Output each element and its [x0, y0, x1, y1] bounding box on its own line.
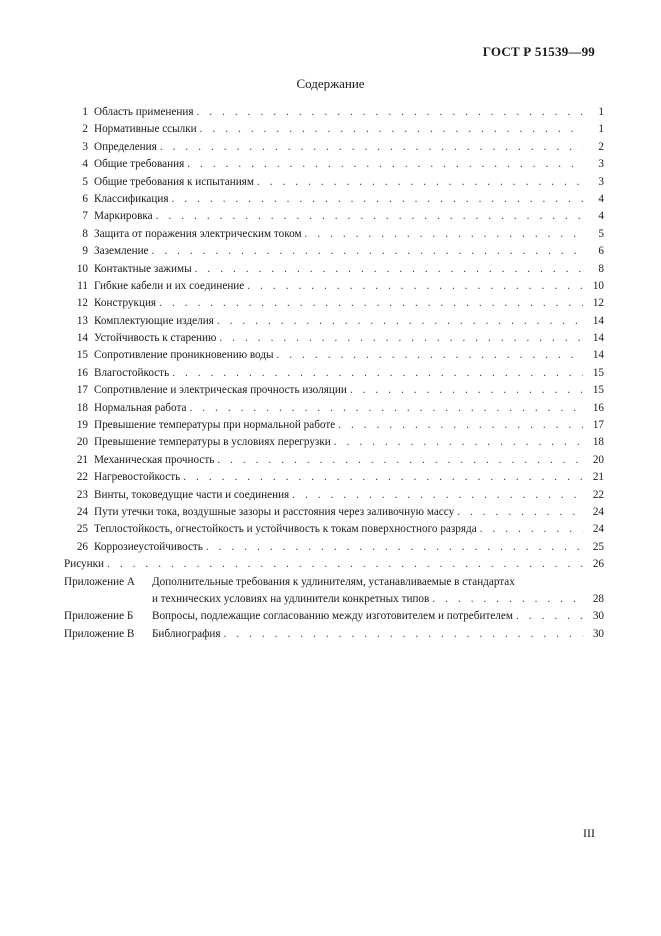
toc-item[interactable]	[64, 243, 604, 260]
toc-item-page: 24	[592, 505, 604, 518]
dot-leader	[277, 347, 583, 364]
toc-item-label: Заземление	[94, 245, 149, 258]
toc-item-number: 21	[76, 453, 88, 466]
toc-item-number: 17	[76, 384, 88, 397]
toc-item[interactable]	[64, 295, 604, 312]
toc-item[interactable]	[64, 191, 604, 208]
toc-item-label: Устойчивость к старению	[94, 332, 217, 345]
toc-item-page: 12	[592, 297, 604, 310]
toc-item-page: 20	[592, 453, 604, 466]
toc-item-page: 10	[592, 279, 604, 292]
dot-leader	[432, 591, 583, 608]
dot-leader	[172, 191, 583, 208]
toc-item[interactable]	[64, 226, 604, 243]
toc-item[interactable]	[64, 121, 604, 138]
toc-item[interactable]	[64, 174, 604, 191]
toc-item-label: Сопротивление и электрическая прочность изоляции	[94, 384, 347, 397]
toc-item-number: 6	[82, 192, 88, 205]
dot-leader	[334, 434, 583, 451]
toc-item-page: 26	[592, 558, 604, 571]
toc-item-page: 30	[592, 627, 604, 640]
toc-item-page: 6	[598, 245, 604, 258]
toc-item[interactable]	[64, 208, 604, 225]
toc-item-number: 25	[76, 523, 88, 536]
dot-leader	[480, 521, 583, 538]
toc-item-number: 9	[82, 245, 88, 258]
toc-item-label: Область применения	[94, 106, 194, 118]
dot-leader	[206, 539, 583, 556]
toc-item-number: 15	[76, 349, 88, 362]
toc-item-label: Превышение температуры при нормальной работе	[94, 419, 336, 432]
toc-item-number: 5	[82, 175, 88, 188]
toc-item-label: Конструкция	[94, 297, 157, 310]
toc-item-page: 5	[598, 227, 604, 240]
toc-item-appendix-v[interactable]	[64, 626, 604, 643]
appendix-prefix: Приложение В	[64, 627, 135, 640]
dot-leader	[189, 400, 583, 417]
toc-item[interactable]	[64, 504, 604, 521]
toc-item[interactable]	[64, 521, 604, 538]
toc-sections	[64, 104, 604, 556]
toc-item[interactable]	[64, 365, 604, 382]
toc-item[interactable]	[64, 278, 604, 295]
toc-item-label: Коррозиеустойчивость	[94, 540, 203, 553]
toc-item[interactable]	[64, 539, 604, 556]
toc-item-number: 11	[77, 279, 88, 292]
toc-item-page: 24	[592, 523, 604, 536]
toc-item-page: 4	[598, 192, 604, 205]
toc-item-page: 25	[592, 540, 604, 553]
toc-item-number: 18	[76, 401, 88, 414]
toc-item-label: Винты, токоведущие части и соединения	[94, 488, 290, 501]
toc-item[interactable]	[64, 156, 604, 173]
toc-item-label: Контактные зажимы	[94, 262, 192, 275]
dot-leader	[224, 626, 583, 643]
dot-leader	[516, 608, 583, 625]
toc-item[interactable]	[64, 313, 604, 330]
toc-item[interactable]	[64, 400, 604, 417]
toc-item-page: 4	[598, 210, 604, 223]
toc-item-page: 1	[598, 106, 604, 118]
toc-item-appendix-a[interactable]	[64, 574, 604, 609]
toc-item-label: Классификация	[94, 192, 169, 205]
toc-item[interactable]	[64, 104, 604, 121]
toc-item-number: 19	[76, 419, 88, 432]
toc-item-label: Комплектующие изделия	[94, 314, 214, 327]
toc-item-number: 10	[76, 262, 88, 275]
toc-item-page: 30	[592, 610, 604, 623]
appendix-prefix: Приложение Б	[64, 610, 134, 623]
appendix-prefix: Приложение А	[64, 575, 135, 588]
toc-item-number: 2	[82, 123, 88, 136]
toc-item-number: 3	[82, 140, 88, 153]
toc-item-figures[interactable]	[64, 556, 604, 573]
toc-item-number: 8	[82, 227, 88, 240]
toc-item-page: 16	[592, 401, 604, 414]
toc-item-label: Превышение температуры в условиях перегрузки	[94, 436, 331, 449]
toc-item-page: 17	[592, 419, 604, 432]
toc-item-page: 18	[592, 436, 604, 449]
dot-leader	[219, 330, 583, 347]
dot-leader	[107, 556, 583, 573]
toc-item[interactable]	[64, 382, 604, 399]
toc-item-page: 14	[592, 332, 604, 345]
document-code: ГОСТ Р 51539—99	[482, 44, 595, 59]
toc-item-page: 21	[592, 471, 604, 484]
toc-item-label: Нормативные ссылки	[94, 123, 197, 136]
appendix-label-line2: и технических условиях на удлинители конкретных типов	[152, 592, 430, 605]
dot-leader	[217, 313, 583, 330]
toc-item[interactable]	[64, 347, 604, 364]
toc-item-number: 14	[76, 332, 88, 345]
toc-item-label: Гибкие кабели и их соединение	[94, 279, 245, 292]
toc-item-page: 15	[592, 366, 604, 379]
toc-item-appendix-b[interactable]	[64, 608, 604, 625]
toc-item-page: 2	[598, 140, 604, 153]
toc-item-label: Защита от поражения электрическим током	[94, 227, 302, 240]
toc-item-label: Теплостойкость, огнестойкость и устойчивость к токам поверхностного разряда	[94, 523, 477, 536]
toc-item-label: Общие требования	[94, 158, 185, 171]
dot-leader	[217, 452, 583, 469]
toc-item-page: 28	[592, 592, 604, 605]
toc-item-number: 4	[82, 158, 88, 171]
toc-item-page: 8	[598, 262, 604, 275]
dot-leader	[172, 365, 583, 382]
dot-leader	[457, 504, 583, 521]
toc-item-label: Пути утечки тока, воздушные зазоры и расстояния через заливочную массу	[94, 505, 455, 518]
toc-item-label: Общие требования к испытаниям	[94, 175, 254, 188]
toc-item-number: 23	[76, 488, 88, 501]
dot-leader	[338, 417, 583, 434]
dot-leader	[152, 243, 583, 260]
toc-item[interactable]	[64, 452, 604, 469]
toc-item-label: Нагревостойкость	[94, 471, 181, 484]
toc-item[interactable]	[64, 417, 604, 434]
dot-leader	[305, 226, 583, 243]
dot-leader	[160, 139, 583, 156]
toc-item-label: Рисунки	[64, 558, 105, 571]
toc-item-number: 20	[76, 436, 88, 449]
toc-item-number: 12	[76, 297, 88, 310]
toc-item-page: 14	[592, 349, 604, 362]
toc-item-label: Влагостойкость	[94, 366, 170, 379]
toc-item-number: 16	[76, 366, 88, 379]
toc-item[interactable]	[64, 139, 604, 156]
toc-item-number: 13	[76, 314, 88, 327]
dot-leader	[247, 278, 583, 295]
toc-item-label: Сопротивление проникновению воды	[94, 349, 274, 362]
toc-item-label: Определения	[94, 140, 157, 153]
dot-leader	[187, 156, 583, 173]
dot-leader	[183, 469, 583, 486]
toc-item-page: 1	[598, 123, 604, 136]
toc-item-page: 14	[592, 314, 604, 327]
toc-item-number: 22	[76, 471, 88, 484]
dot-leader	[350, 382, 583, 399]
page-title: Содержание	[296, 76, 365, 91]
toc-item-label: Механическая прочность	[94, 453, 215, 466]
dot-leader	[200, 121, 583, 138]
dot-leader	[195, 261, 583, 278]
toc-item-label: Библиография	[152, 627, 221, 640]
toc-item[interactable]	[64, 487, 604, 504]
toc-item-number: 7	[82, 210, 88, 223]
toc-item-label: Нормальная работа	[94, 401, 187, 414]
toc-item-page: 3	[598, 158, 604, 171]
toc-item-page: 22	[592, 488, 604, 501]
toc-item-label: Вопросы, подлежащие согласованию между изготовителем и потребителем	[152, 610, 513, 623]
toc-item-label: Маркировка	[94, 210, 153, 223]
toc-item-number: 26	[76, 540, 88, 553]
toc-item-number: 24	[76, 505, 88, 518]
toc-item[interactable]	[64, 434, 604, 451]
toc-item-page: 15	[592, 384, 604, 397]
dot-leader	[196, 104, 583, 121]
toc-item[interactable]	[64, 261, 604, 278]
dot-leader	[292, 487, 583, 504]
toc-item[interactable]	[64, 330, 604, 347]
dot-leader	[257, 174, 583, 191]
dot-leader	[156, 208, 583, 225]
page-number: III	[583, 826, 595, 840]
toc-item-page: 3	[598, 175, 604, 188]
toc-item-number: 1	[82, 106, 88, 118]
dot-leader	[159, 295, 583, 312]
appendix-label-line1: Дополнительные требования к удлинителям, устанавливаемые в стандартах	[152, 575, 515, 588]
table-of-contents	[64, 104, 604, 643]
toc-item[interactable]	[64, 469, 604, 486]
